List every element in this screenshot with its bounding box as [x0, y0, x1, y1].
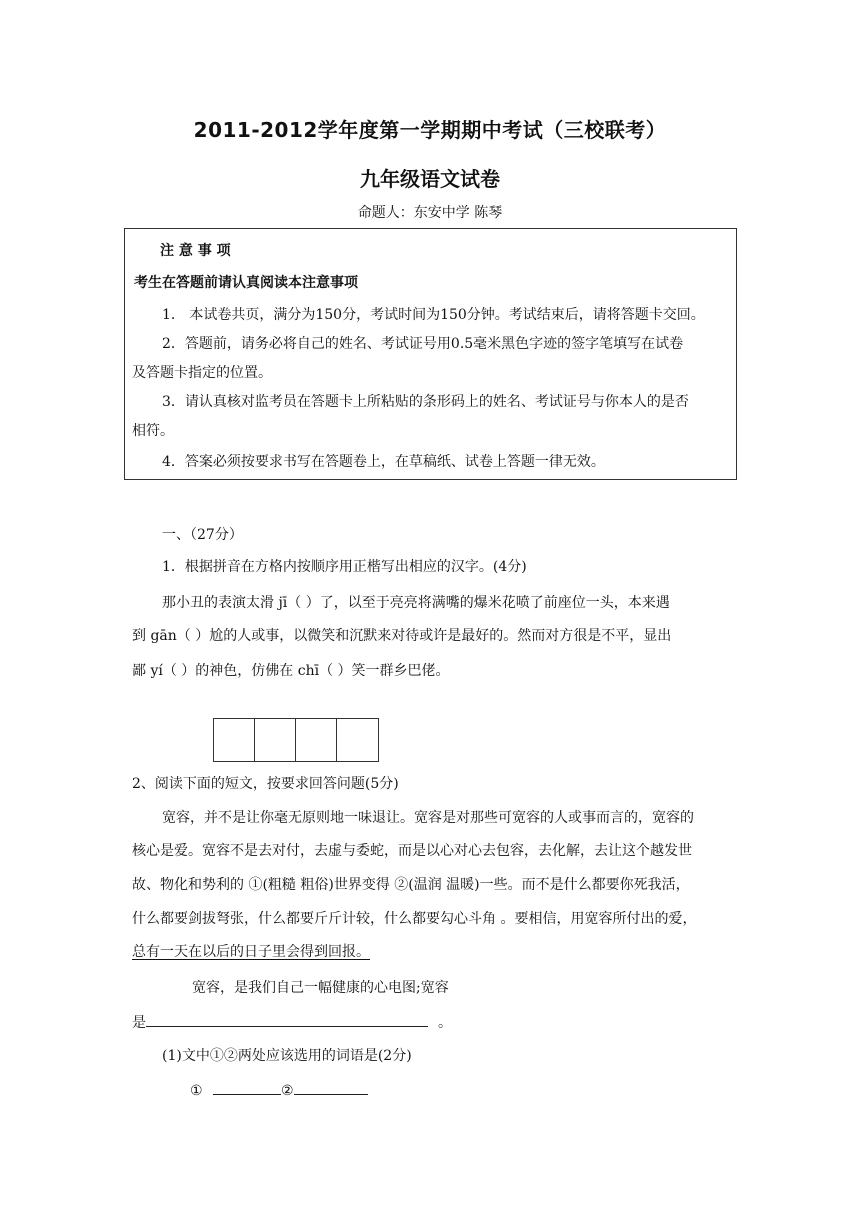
section-heading: 一、（27分）: [162, 527, 243, 543]
notice-item-3-cont: 相符。: [132, 423, 174, 439]
fill-in-blank[interactable]: [146, 1012, 428, 1027]
answer-mark-2: ②: [281, 1083, 294, 1099]
answer-grid[interactable]: [213, 718, 379, 762]
fill-in-line-2: [132, 1012, 452, 1032]
notice-item-2: 2．答题前，请务必将自己的姓名、考试证号用0.5毫米黑色字迹的签字笔填写在试卷: [162, 336, 684, 352]
question-1-prompt: 1．根据拼音在方格内按顺序用正楷写出相应的汉字。(4分): [162, 559, 527, 575]
exam-title: 2011-2012学年度第一学期期中考试（三校联考）: [193, 118, 667, 142]
passage-line-4: 什么都要剑拔弩张，什么都要斤斤计较，什么都要勾心斗角 。要相信，用宽容所付出的爱，: [132, 911, 697, 927]
passage-underlined-sentence: 总有一天在以后的日子里会得到回报。: [132, 944, 370, 960]
answer-cell[interactable]: [255, 719, 296, 761]
passage-line-1: 宽容，并不是让你毫无原则地一味退让。宽容是对那些可宽容的人或事而言的，宽容的: [162, 810, 694, 826]
question-1-line-3: 鄙 yí（ ）的神色，仿佛在 chī（ ）笑一群乡巴佬。: [132, 663, 450, 679]
sub-question-1: (1)文中①②两处应该选用的词语是(2分): [162, 1048, 412, 1064]
question-2-prompt: 2、阅读下面的短文，按要求回答问题(5分): [132, 776, 399, 792]
passage-line-2: 核心是爱。宽容不是去对付，去虚与委蛇，而是以心对心去包容，去化解，去让这个越发世: [132, 843, 692, 859]
answer-cell[interactable]: [337, 719, 378, 761]
fill-in-prefix: 是: [132, 1015, 146, 1031]
answer-cell[interactable]: [214, 719, 255, 761]
notice-subheading: 考生在答题前请认真阅读本注意事项: [134, 275, 358, 291]
answer-blank-1[interactable]: [213, 1080, 281, 1095]
notice-item-1: 1． 本试卷共页，满分为150分，考试时间为150分钟。考试结束后，请将答题卡交回。: [162, 307, 705, 323]
notice-item-2-cont: 及答题卡指定的位置。: [132, 365, 272, 381]
fill-in-line-1: 宽容，是我们自己一幅健康的心电图;宽容: [192, 980, 449, 996]
notice-heading: 注 意 事 项: [160, 243, 231, 259]
notice-item-4: 4．答案必须按要求书写在答题卷上，在草稿纸、试卷上答题一律无效。: [162, 454, 605, 470]
question-1-line-1: 那小丑的表演太滑 jī（ ）了，以至于亮亮将满嘴的爆米花喷了前座位一头，本来遇: [162, 595, 670, 611]
passage-line-3: 故、物化和势利的 ①(粗糙 粗俗)世界变得 ②(温润 温暖)一些。而不是什么都要你死我活，: [132, 877, 690, 893]
sub-question-1-answers: [190, 1080, 368, 1099]
exam-author: 命题人：东安中学 陈琴: [357, 205, 503, 221]
fill-in-suffix: 。: [438, 1015, 452, 1031]
notice-box: [124, 228, 737, 480]
exam-subtitle: 九年级语文试卷: [360, 167, 500, 191]
answer-cell[interactable]: [296, 719, 337, 761]
answer-blank-2[interactable]: [294, 1080, 368, 1095]
answer-mark-1: ①: [190, 1083, 203, 1099]
question-1-line-2: 到 gān（ ）尬的人或事，以微笑和沉默来对待或许是最好的。然而对方很是不平，显出: [132, 628, 672, 644]
notice-item-3: 3．请认真核对监考员在答题卡上所粘贴的条形码上的姓名、考试证号与你本人的是否: [162, 394, 689, 410]
